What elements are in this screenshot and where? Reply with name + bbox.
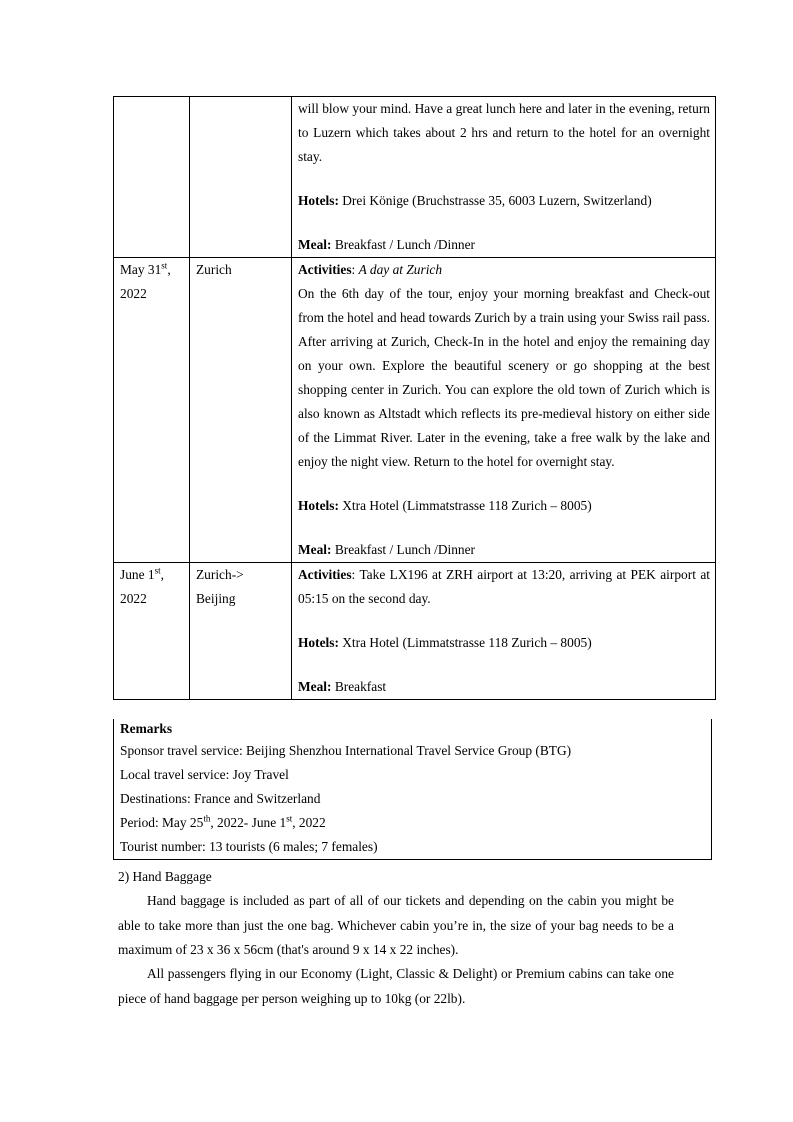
remarks-period bbox=[120, 811, 711, 835]
meal-label: Meal: bbox=[298, 542, 332, 557]
activity-title: A day at Zurich bbox=[358, 262, 443, 277]
hotels-value: Xtra Hotel (Limmatstrasse 118 Zurich – 8005) bbox=[342, 498, 592, 513]
date-cell: June 1st, 2022 bbox=[114, 563, 190, 700]
place-cell bbox=[190, 563, 292, 700]
meal-line bbox=[298, 675, 710, 699]
date-year: 2022 bbox=[120, 286, 147, 301]
date-text: May 31 bbox=[120, 262, 162, 277]
place-text: Beijing bbox=[196, 591, 236, 606]
activities-line: Activities: A day at Zurich bbox=[298, 262, 443, 277]
remarks-local: Local travel service: Joy Travel bbox=[120, 767, 289, 782]
meal-line bbox=[298, 233, 710, 257]
meal-label: Meal: bbox=[298, 679, 332, 694]
period-suffix: st bbox=[286, 813, 293, 824]
date-suffix: st bbox=[161, 260, 168, 271]
meal-value: Breakfast / Lunch /Dinner bbox=[334, 542, 476, 557]
date-cell: May 31st, 2022 bbox=[114, 258, 190, 563]
detail-cell bbox=[292, 258, 716, 563]
description: will blow your mind. Have a great lunch here and later in the evening, return to Luzern which takes about 2 hrs and return to the hotel for an overnight stay. bbox=[298, 101, 710, 164]
place-cell bbox=[190, 97, 292, 258]
period-part: , 2022 bbox=[292, 815, 326, 830]
place-text: Zurich-> bbox=[196, 567, 244, 582]
meal-value: Breakfast bbox=[334, 679, 387, 694]
activities-label: Activities bbox=[298, 567, 352, 582]
meal-label: Meal: bbox=[298, 237, 332, 252]
remarks-box bbox=[113, 719, 712, 860]
detail-cell bbox=[292, 97, 716, 258]
remarks-sponsor: Sponsor travel service: Beijing Shenzhou International Travel Service Group (BTG) bbox=[120, 743, 572, 758]
remarks-tourists: Tourist number: 13 tourists (6 males; 7 females) bbox=[120, 839, 378, 854]
hotels-label: Hotels: bbox=[298, 498, 339, 513]
place-cell bbox=[190, 258, 292, 563]
period-suffix: th bbox=[203, 813, 211, 824]
hotels-line bbox=[298, 494, 710, 518]
meal-value: Breakfast / Lunch /Dinner bbox=[334, 237, 476, 252]
hotels-line bbox=[298, 631, 710, 655]
hotels-value: Xtra Hotel (Limmatstrasse 118 Zurich – 8005) bbox=[342, 635, 592, 650]
table-row bbox=[114, 97, 716, 258]
table-row bbox=[114, 563, 716, 700]
section-title: 2) Hand Baggage bbox=[118, 869, 212, 884]
period-part: Period: May 25 bbox=[120, 815, 204, 830]
table-row bbox=[114, 258, 716, 563]
description: On the 6th day of the tour, enjoy your morning breakfast and Check-out from the hotel and head towards Zurich by a train using your Swiss rail pass. After arriving at Zurich, Check-In in the hotel and enjoy the remaining day on your own. Explore the beautiful scenery or go shopping at the best shopping center in Zurich. You can explore the old town of Zurich which is also known as Altstadt which reflects its pre-medieval history on either side of the Limmat River. Later in the evening, take a free walk by the lake and enjoy the night view. Return to the hotel for overnight stay. bbox=[298, 286, 710, 469]
paragraph: Hand baggage is included as part of all of our tickets and depending on the cabin you might be able to take more than just the one bag. Whichever cabin you’re in, the size of your bag needs to be a maximum of 23 x 36 x 56cm (that's around 9 x 14 x 22 inches). bbox=[118, 893, 674, 957]
hotels-line bbox=[298, 189, 710, 213]
date-suffix: st bbox=[154, 565, 161, 576]
activities-label: Activities bbox=[298, 262, 352, 277]
activities-line: Activities: Take LX196 at ZRH airport at 13:20, arriving at PEK airport at 05:15 on the second day. bbox=[298, 567, 710, 606]
period-part: , 2022- June 1 bbox=[210, 815, 287, 830]
hotels-label: Hotels: bbox=[298, 635, 339, 650]
date-text: June 1 bbox=[120, 567, 155, 582]
remarks-destinations: Destinations: France and Switzerland bbox=[120, 791, 321, 806]
itinerary-table bbox=[113, 96, 716, 700]
date-cell bbox=[114, 97, 190, 258]
date-year: 2022 bbox=[120, 591, 147, 606]
place-text: Zurich bbox=[196, 262, 232, 277]
meal-line bbox=[298, 538, 710, 562]
remarks-heading: Remarks bbox=[120, 721, 173, 736]
detail-cell bbox=[292, 563, 716, 700]
paragraph: All passengers flying in our Economy (Light, Classic & Delight) or Premium cabins can take one piece of hand baggage per person weighing up to 10kg (or 22lb). bbox=[118, 966, 674, 1006]
activity-text: Take LX196 at ZRH airport at 13:20, arriving at PEK airport at 05:15 on the second day. bbox=[298, 567, 710, 606]
hotels-label: Hotels: bbox=[298, 193, 339, 208]
hotels-value: Drei Könige (Bruchstrasse 35, 6003 Luzern, Switzerland) bbox=[342, 193, 652, 208]
